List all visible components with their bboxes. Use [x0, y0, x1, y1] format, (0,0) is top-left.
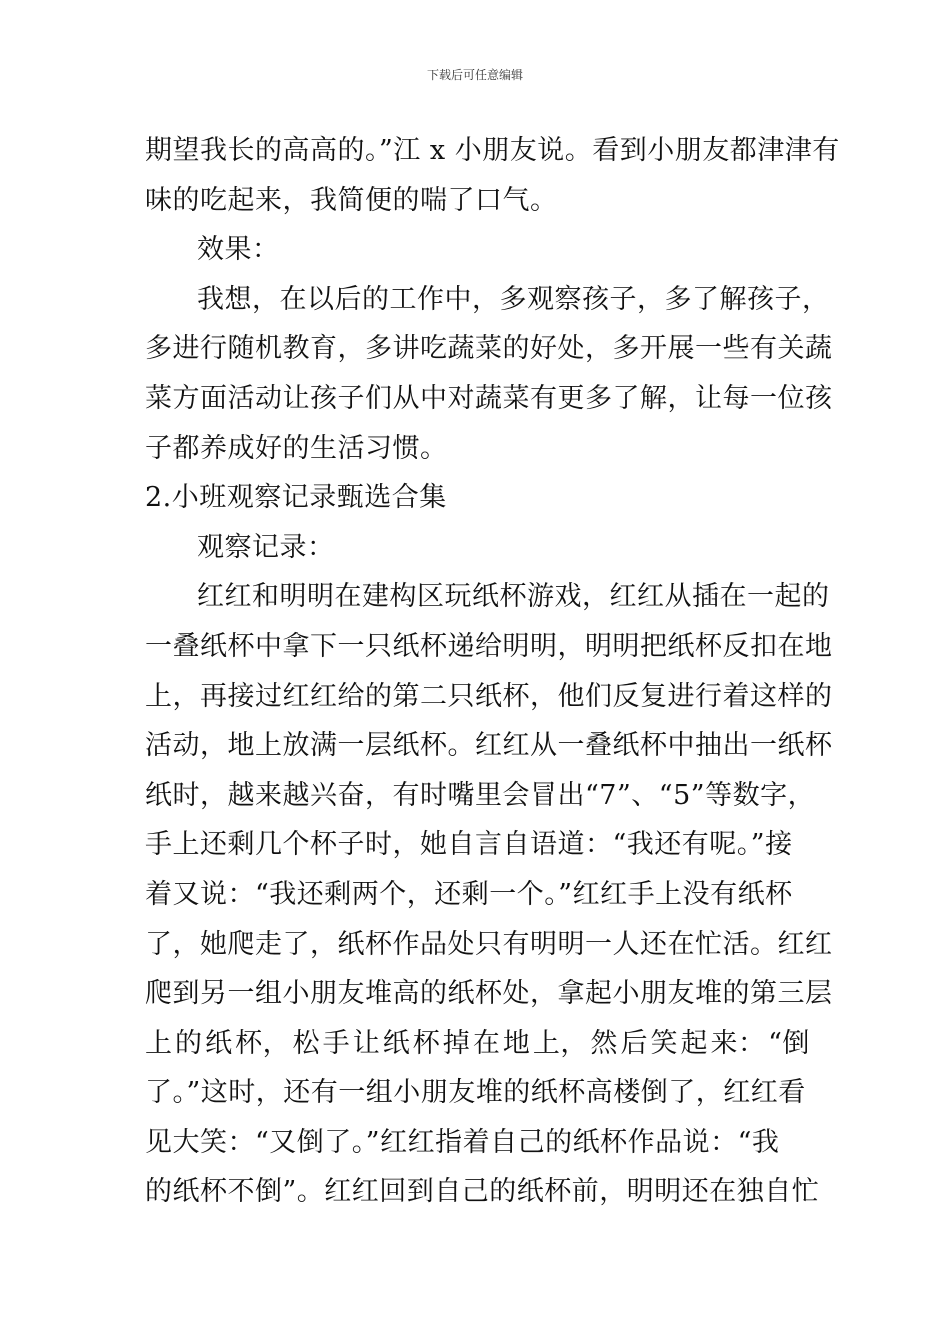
text-line: 的纸杯不倒”。红红回到自己的纸杯前，明明还在独自忙 — [145, 1176, 820, 1208]
text-line: 纸时，越来越兴奋，有时嘴里会冒出“7”、“5”等数字， — [145, 779, 816, 811]
text-fragment: 来： — [710, 1027, 766, 1059]
section-heading: 2.小班观察记录甄选合集 — [145, 482, 447, 514]
text-fragment: 杯 — [412, 1027, 441, 1059]
text-fragment: “倒 — [768, 1027, 810, 1059]
text-line: 上，再接过红红给的第二只纸杯，他们反复进行着这样的 — [145, 680, 833, 712]
text-fragment: 地 — [502, 1027, 531, 1059]
text-fragment: 纸 — [382, 1027, 411, 1059]
text-line: 着又说：“我还剩两个，还剩一个。”红红手上没有纸杯 — [145, 878, 793, 910]
document-body — [145, 128, 840, 1219]
text-fragment: 起 — [680, 1027, 708, 1059]
text-fragment: 掉 — [442, 1027, 471, 1059]
text-fragment: 松 — [292, 1027, 321, 1059]
page-header-note: 下载后可任意编辑 — [426, 68, 523, 82]
text-fragment: 在 — [472, 1027, 501, 1059]
text-fragment: 让 — [352, 1027, 381, 1059]
text-fragment: 后 — [620, 1027, 648, 1059]
section-label-observation: 观察记录： — [197, 531, 335, 563]
text-fragment: 的 — [175, 1027, 203, 1059]
text-fragment: 上， — [532, 1027, 588, 1059]
paragraph-start: 我想，在以后的工作中，多观察孩子，多了解孩子， — [197, 283, 830, 315]
text-fragment: 上 — [145, 1027, 173, 1059]
text-fragment: 纸 — [205, 1027, 233, 1059]
paragraph-start: 红红和明明在建构区玩纸杯游戏，红红从插在一起的 — [197, 581, 830, 613]
text-line-justified — [145, 1021, 810, 1071]
text-line: 味的吃起来，我简便的喘了口气。 — [145, 184, 558, 216]
text-fragment: 笑 — [650, 1027, 678, 1059]
text-line: 一叠纸杯中拿下一只纸杯递给明明，明明把纸杯反扣在地 — [145, 630, 833, 662]
text-line: 菜方面活动让孩子们从中对蔬菜有更多了解，让每一位孩 — [145, 382, 833, 414]
text-fragment: 然 — [590, 1027, 618, 1059]
text-line: 了，她爬走了，纸杯作品处只有明明一人还在忙活。红红 — [145, 928, 833, 960]
text-fragment: 杯， — [235, 1027, 291, 1059]
text-line: 子都养成好的生活习惯。 — [145, 432, 448, 464]
text-line: 手上还剩几个杯子时，她自言自语道：“我还有呢。”接 — [145, 829, 793, 861]
text-line: 爬到另一组小朋友堆高的纸杯处，拿起小朋友堆的第三层 — [145, 978, 833, 1010]
text-line: 多进行随机教育，多讲吃蔬菜的好处，多开展一些有关蔬 — [145, 333, 833, 365]
text-line: 活动，地上放满一层纸杯。红红从一叠纸杯中抽出一纸杯 — [145, 730, 833, 762]
section-label-effect: 效果： — [197, 234, 280, 266]
text-line: 期望我长的高高的。”江 x 小朋友说。看到小朋友都津津有 — [145, 135, 840, 166]
text-line: 了。”这时，还有一组小朋友堆的纸杯高楼倒了，红红看 — [145, 1077, 806, 1109]
text-fragment: 手 — [322, 1027, 351, 1059]
text-line: 见大笑：“又倒了。”红红指着自己的纸杯作品说：“我 — [145, 1126, 780, 1158]
